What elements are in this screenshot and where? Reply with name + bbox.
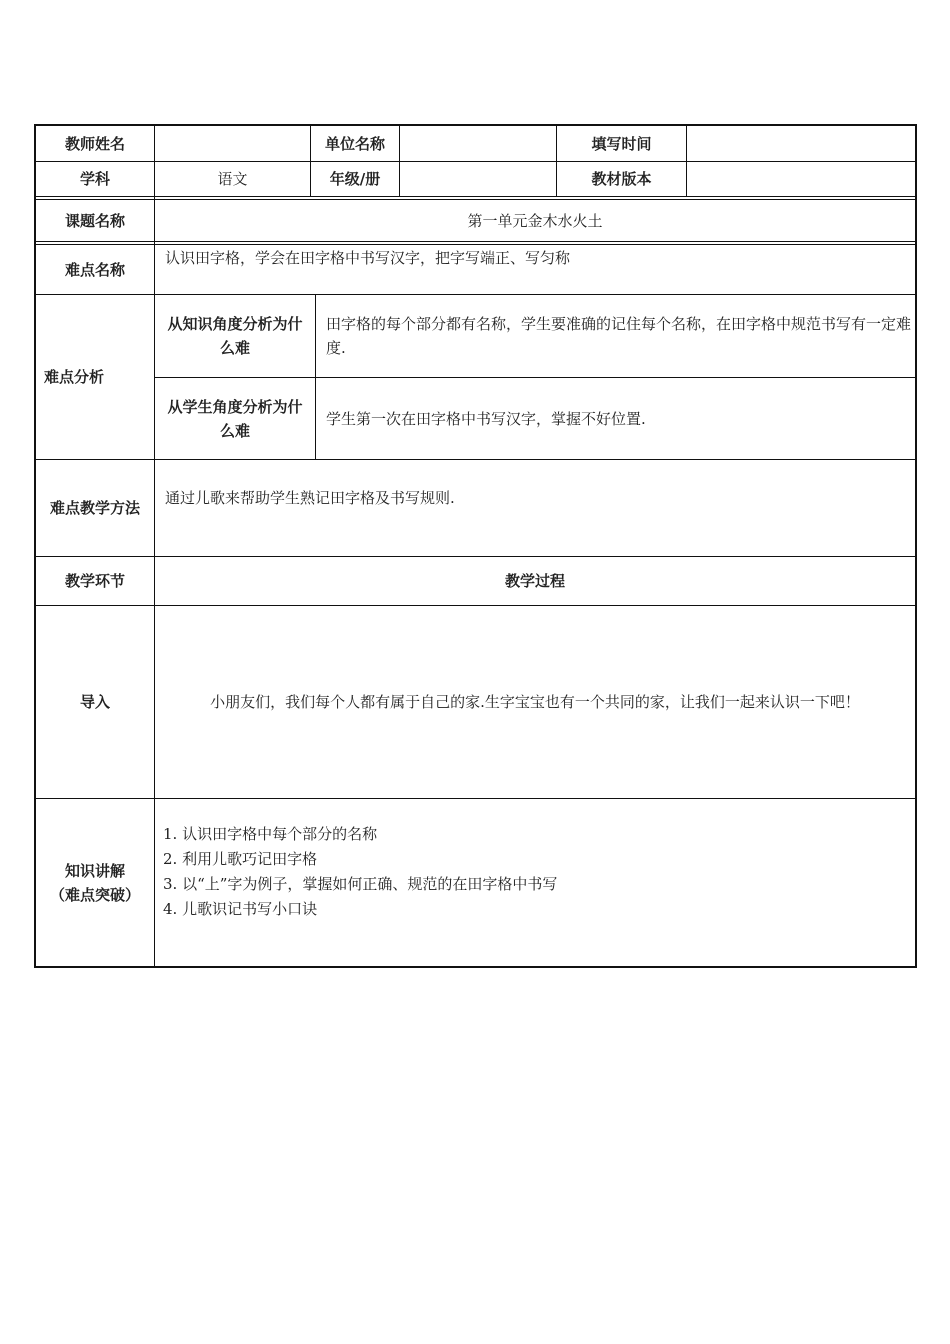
subject-value: 语文	[217, 170, 248, 188]
knowledge-label-line2: （难点突破）	[49, 885, 140, 904]
intro-label: 导入	[79, 693, 110, 711]
topic-label: 课题名称	[64, 211, 125, 230]
row-divider	[36, 196, 915, 197]
difficulty-analysis-label: 难点分析	[44, 368, 105, 386]
textbook-edition-value[interactable]	[687, 162, 915, 196]
knowledge-label-line1: 知识讲解	[64, 861, 125, 880]
grade-volume-label: 年级/册	[329, 170, 381, 188]
subject-label: 学科	[79, 170, 110, 188]
teacher-name-value[interactable]	[155, 126, 310, 161]
unit-name-value[interactable]	[400, 126, 556, 161]
lesson-plan-table	[34, 124, 917, 968]
list-item: 2. 利用儿歌巧记田字格	[163, 850, 318, 868]
grade-volume-value[interactable]	[400, 162, 556, 196]
difficulty-name-label: 难点名称	[64, 260, 125, 279]
list-item: 3. 以“上”字为例子，掌握如何正确、规范的在田字格中书写	[163, 875, 558, 893]
fill-date-label: 填写时间	[591, 134, 652, 153]
teacher-name-label: 教师姓名	[64, 134, 125, 153]
list-item: 1. 认识田字格中每个部分的名称	[163, 825, 378, 843]
list-item: 4. 儿歌识记书写小口诀	[163, 900, 318, 918]
student-angle-value: 学生第一次在田字格中书写汉字，掌握不好位置.	[326, 409, 646, 428]
fill-date-value[interactable]	[687, 126, 915, 161]
teaching-method-label: 难点教学方法	[49, 499, 140, 517]
intro-value: 小朋友们，我们每个人都有属于自己的家.生字宝宝也有一个共同的家，让我们一起来认识一下吧！	[210, 693, 860, 711]
student-angle-label: 从学生角度分析为什么难	[167, 397, 303, 440]
knowledge-points	[155, 799, 915, 966]
difficulty-name-value: 认识田字格，学会在田字格中书写汉字，把字写端正、写匀称	[165, 249, 571, 267]
topic-value: 第一单元金木水火土	[467, 211, 603, 230]
knowledge-angle-value: 田字格的每个部分都有名称，学生要准确的记住每个名称，在田字格中规范书写有一定难度.	[326, 315, 912, 357]
knowledge-point-list	[163, 822, 557, 922]
unit-name-label: 单位名称	[324, 134, 385, 153]
knowledge-explanation-label	[36, 799, 154, 966]
teaching-stage-header: 教学环节	[64, 572, 125, 590]
teaching-method-value: 通过儿歌来帮助学生熟记田字格及书写规则.	[165, 489, 455, 507]
knowledge-angle-label: 从知识角度分析为什么难	[167, 315, 303, 357]
row-divider	[36, 241, 915, 242]
teaching-process-header: 教学过程	[504, 572, 565, 590]
textbook-edition-label: 教材版本	[591, 170, 652, 188]
